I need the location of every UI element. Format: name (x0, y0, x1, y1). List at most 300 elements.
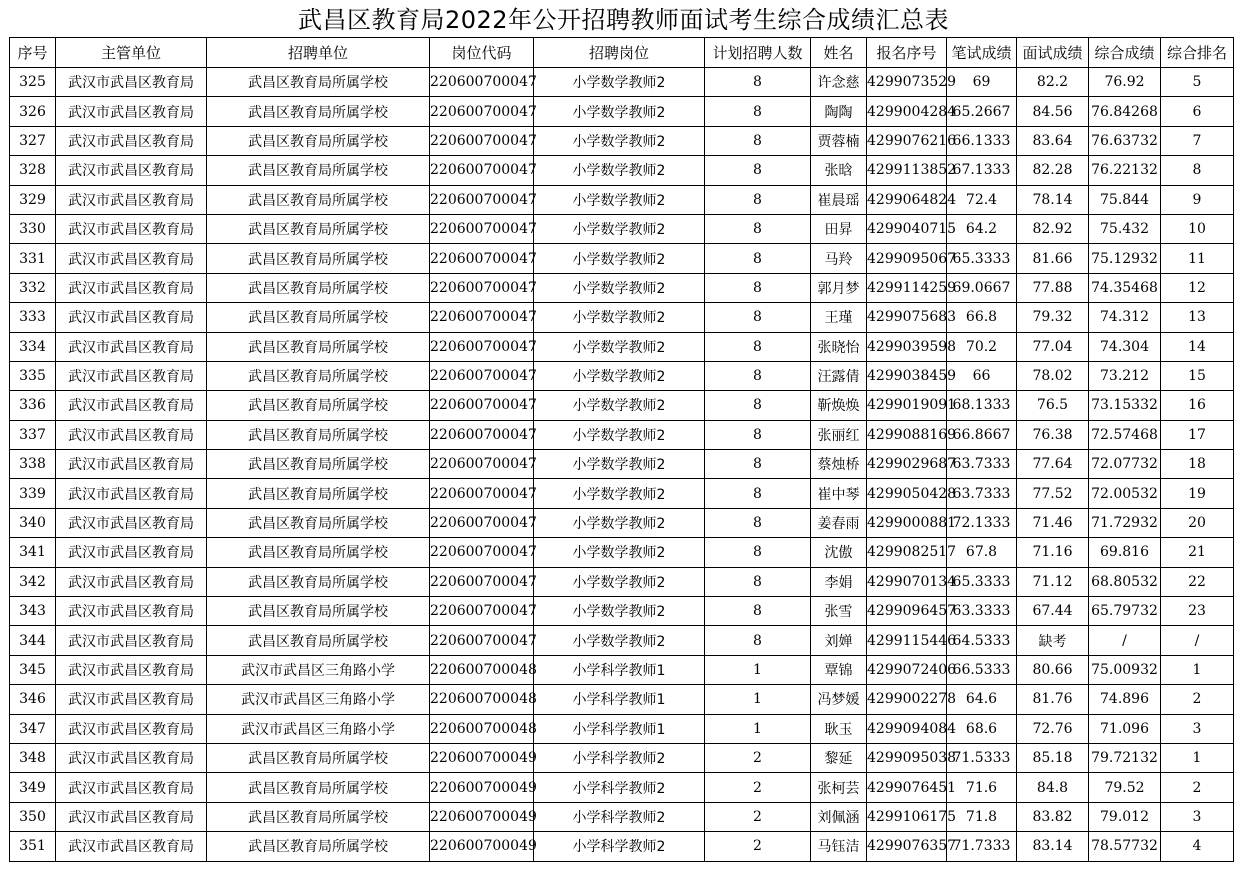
planned-count-cell: 8 (705, 567, 811, 596)
post-cell: 小学数学教师2 (534, 273, 705, 302)
table-row (10, 303, 1234, 332)
post-cell: 小学科学教师1 (534, 655, 705, 684)
post-code-cell: 220600700047 (430, 361, 534, 390)
planned-count-cell: 8 (705, 214, 811, 243)
supervisor-cell: 武汉市武昌区教育局 (56, 685, 207, 714)
seq-cell: 335 (10, 361, 56, 390)
post-cell: 小学数学教师2 (534, 479, 705, 508)
name-cell: 崔中琴 (811, 479, 867, 508)
interview-score-cell: 77.64 (1017, 450, 1089, 479)
post-cell: 小学数学教师2 (534, 214, 705, 243)
total-score-cell: 79.52 (1089, 773, 1161, 802)
rank-cell: 13 (1161, 303, 1234, 332)
name-cell: 蔡烛桥 (811, 450, 867, 479)
post-cell: 小学数学教师2 (534, 450, 705, 479)
total-score-cell: 75.00932 (1089, 655, 1161, 684)
planned-count-cell: 8 (705, 538, 811, 567)
employer-cell: 武昌区教育局所属学校 (207, 479, 430, 508)
table-row (10, 538, 1234, 567)
name-cell: 张晗 (811, 156, 867, 185)
rank-cell: 5 (1161, 68, 1234, 97)
seq-cell: 332 (10, 273, 56, 302)
total-score-cell: 73.15332 (1089, 391, 1161, 420)
total-score-cell: 78.57732 (1089, 832, 1161, 861)
supervisor-cell: 武汉市武昌区教育局 (56, 450, 207, 479)
reg-no-cell: 4299114259 (867, 273, 947, 302)
name-cell: 贾蓉楠 (811, 126, 867, 155)
name-cell: 陶陶 (811, 97, 867, 126)
name-cell: 张雪 (811, 597, 867, 626)
rank-cell: 3 (1161, 802, 1234, 831)
name-cell: 姜春雨 (811, 508, 867, 537)
employer-cell: 武汉市武昌区三角路小学 (207, 714, 430, 743)
post-code-cell: 220600700048 (430, 714, 534, 743)
reg-no-cell: 4299064824 (867, 185, 947, 214)
seq-cell: 336 (10, 391, 56, 420)
written-score-cell: 69 (947, 68, 1017, 97)
col-total-score-header: 综合成绩 (1089, 38, 1161, 68)
employer-cell: 武昌区教育局所属学校 (207, 538, 430, 567)
planned-count-cell: 8 (705, 508, 811, 537)
score-table (9, 37, 1234, 862)
post-cell: 小学数学教师2 (534, 126, 705, 155)
name-cell: 沈傲 (811, 538, 867, 567)
name-cell: 马钰洁 (811, 832, 867, 861)
rank-cell: 9 (1161, 185, 1234, 214)
seq-cell: 330 (10, 214, 56, 243)
seq-cell: 338 (10, 450, 56, 479)
post-cell: 小学数学教师2 (534, 391, 705, 420)
post-code-cell: 220600700047 (430, 597, 534, 626)
table-row (10, 185, 1234, 214)
table-row (10, 832, 1234, 861)
supervisor-cell: 武汉市武昌区教育局 (56, 68, 207, 97)
post-cell: 小学数学教师2 (534, 361, 705, 390)
table-row (10, 361, 1234, 390)
employer-cell: 武昌区教育局所属学校 (207, 185, 430, 214)
post-code-cell: 220600700049 (430, 832, 534, 861)
total-score-cell: / (1089, 626, 1161, 655)
reg-no-cell: 4299040715 (867, 214, 947, 243)
supervisor-cell: 武汉市武昌区教育局 (56, 538, 207, 567)
supervisor-cell: 武汉市武昌区教育局 (56, 420, 207, 449)
seq-cell: 348 (10, 743, 56, 772)
planned-count-cell: 8 (705, 332, 811, 361)
written-score-cell: 63.3333 (947, 597, 1017, 626)
planned-count-cell: 8 (705, 479, 811, 508)
header-row (10, 38, 1234, 68)
col-reg-no-header: 报名序号 (867, 38, 947, 68)
post-cell: 小学科学教师2 (534, 743, 705, 772)
total-score-cell: 76.92 (1089, 68, 1161, 97)
col-written-score-header: 笔试成绩 (947, 38, 1017, 68)
interview-score-cell: 71.16 (1017, 538, 1089, 567)
interview-score-cell: 81.66 (1017, 244, 1089, 273)
written-score-cell: 63.7333 (947, 450, 1017, 479)
total-score-cell: 76.22132 (1089, 156, 1161, 185)
rank-cell: 16 (1161, 391, 1234, 420)
total-score-cell: 74.896 (1089, 685, 1161, 714)
planned-count-cell: 2 (705, 773, 811, 802)
post-code-cell: 220600700047 (430, 303, 534, 332)
post-cell: 小学数学教师2 (534, 303, 705, 332)
written-score-cell: 72.1333 (947, 508, 1017, 537)
employer-cell: 武汉市武昌区三角路小学 (207, 655, 430, 684)
reg-no-cell: 4299115446 (867, 626, 947, 655)
planned-count-cell: 8 (705, 626, 811, 655)
reg-no-cell: 4299113852 (867, 156, 947, 185)
reg-no-cell: 4299038459 (867, 361, 947, 390)
planned-count-cell: 8 (705, 156, 811, 185)
table-row (10, 685, 1234, 714)
written-score-cell: 67.8 (947, 538, 1017, 567)
name-cell: 覃锦 (811, 655, 867, 684)
employer-cell: 武昌区教育局所属学校 (207, 832, 430, 861)
table-row (10, 332, 1234, 361)
rank-cell: / (1161, 626, 1234, 655)
interview-score-cell: 72.76 (1017, 714, 1089, 743)
name-cell: 许念慈 (811, 68, 867, 97)
written-score-cell: 68.6 (947, 714, 1017, 743)
seq-cell: 349 (10, 773, 56, 802)
total-score-cell: 74.312 (1089, 303, 1161, 332)
post-code-cell: 220600700047 (430, 68, 534, 97)
employer-cell: 武昌区教育局所属学校 (207, 126, 430, 155)
planned-count-cell: 8 (705, 273, 811, 302)
written-score-cell: 64.5333 (947, 626, 1017, 655)
planned-count-cell: 8 (705, 244, 811, 273)
name-cell: 张丽红 (811, 420, 867, 449)
rank-cell: 20 (1161, 508, 1234, 537)
total-score-cell: 72.07732 (1089, 450, 1161, 479)
interview-score-cell: 85.18 (1017, 743, 1089, 772)
planned-count-cell: 2 (705, 743, 811, 772)
rank-cell: 11 (1161, 244, 1234, 273)
seq-cell: 343 (10, 597, 56, 626)
reg-no-cell: 4299106175 (867, 802, 947, 831)
name-cell: 王瑾 (811, 303, 867, 332)
post-code-cell: 220600700047 (430, 244, 534, 273)
rank-cell: 1 (1161, 655, 1234, 684)
written-score-cell: 66.8 (947, 303, 1017, 332)
col-interview-score-header: 面试成绩 (1017, 38, 1089, 68)
reg-no-cell: 4299076357 (867, 832, 947, 861)
seq-cell: 340 (10, 508, 56, 537)
supervisor-cell: 武汉市武昌区教育局 (56, 185, 207, 214)
rank-cell: 23 (1161, 597, 1234, 626)
written-score-cell: 71.6 (947, 773, 1017, 802)
seq-cell: 334 (10, 332, 56, 361)
planned-count-cell: 8 (705, 185, 811, 214)
name-cell: 冯梦媛 (811, 685, 867, 714)
supervisor-cell: 武汉市武昌区教育局 (56, 479, 207, 508)
seq-cell: 342 (10, 567, 56, 596)
post-code-cell: 220600700049 (430, 743, 534, 772)
name-cell: 李娟 (811, 567, 867, 596)
seq-cell: 341 (10, 538, 56, 567)
reg-no-cell: 4299095038 (867, 743, 947, 772)
rank-cell: 1 (1161, 743, 1234, 772)
post-code-cell: 220600700047 (430, 332, 534, 361)
post-code-cell: 220600700047 (430, 214, 534, 243)
post-cell: 小学数学教师2 (534, 508, 705, 537)
rank-cell: 14 (1161, 332, 1234, 361)
post-code-cell: 220600700049 (430, 773, 534, 802)
reg-no-cell: 4299088169 (867, 420, 947, 449)
supervisor-cell: 武汉市武昌区教育局 (56, 773, 207, 802)
interview-score-cell: 67.44 (1017, 597, 1089, 626)
post-cell: 小学科学教师2 (534, 832, 705, 861)
interview-score-cell: 81.76 (1017, 685, 1089, 714)
table-row (10, 802, 1234, 831)
reg-no-cell: 4299004284 (867, 97, 947, 126)
supervisor-cell: 武汉市武昌区教育局 (56, 714, 207, 743)
table-row (10, 450, 1234, 479)
post-cell: 小学数学教师2 (534, 97, 705, 126)
supervisor-cell: 武汉市武昌区教育局 (56, 244, 207, 273)
total-score-cell: 68.80532 (1089, 567, 1161, 596)
planned-count-cell: 8 (705, 68, 811, 97)
written-score-cell: 65.3333 (947, 567, 1017, 596)
seq-cell: 345 (10, 655, 56, 684)
post-cell: 小学数学教师2 (534, 567, 705, 596)
interview-score-cell: 83.82 (1017, 802, 1089, 831)
seq-cell: 337 (10, 420, 56, 449)
planned-count-cell: 8 (705, 361, 811, 390)
supervisor-cell: 武汉市武昌区教育局 (56, 156, 207, 185)
employer-cell: 武昌区教育局所属学校 (207, 214, 430, 243)
seq-cell: 333 (10, 303, 56, 332)
employer-cell: 武昌区教育局所属学校 (207, 332, 430, 361)
post-code-cell: 220600700047 (430, 126, 534, 155)
seq-cell: 328 (10, 156, 56, 185)
reg-no-cell: 4299029687 (867, 450, 947, 479)
planned-count-cell: 8 (705, 597, 811, 626)
table-row (10, 597, 1234, 626)
interview-score-cell: 71.12 (1017, 567, 1089, 596)
seq-cell: 339 (10, 479, 56, 508)
col-seq-header: 序号 (10, 38, 56, 68)
employer-cell: 武昌区教育局所属学校 (207, 567, 430, 596)
written-score-cell: 64.2 (947, 214, 1017, 243)
supervisor-cell: 武汉市武昌区教育局 (56, 126, 207, 155)
reg-no-cell: 4299076216 (867, 126, 947, 155)
total-score-cell: 79.012 (1089, 802, 1161, 831)
total-score-cell: 65.79732 (1089, 597, 1161, 626)
total-score-cell: 71.096 (1089, 714, 1161, 743)
rank-cell: 18 (1161, 450, 1234, 479)
post-code-cell: 220600700047 (430, 97, 534, 126)
planned-count-cell: 1 (705, 685, 811, 714)
col-name-header: 姓名 (811, 38, 867, 68)
name-cell: 耿玉 (811, 714, 867, 743)
interview-score-cell: 77.04 (1017, 332, 1089, 361)
seq-cell: 331 (10, 244, 56, 273)
rank-cell: 3 (1161, 714, 1234, 743)
post-cell: 小学数学教师2 (534, 332, 705, 361)
planned-count-cell: 2 (705, 802, 811, 831)
interview-score-cell: 77.88 (1017, 273, 1089, 302)
rank-cell: 8 (1161, 156, 1234, 185)
post-cell: 小学数学教师2 (534, 185, 705, 214)
total-score-cell: 76.63732 (1089, 126, 1161, 155)
employer-cell: 武昌区教育局所属学校 (207, 597, 430, 626)
seq-cell: 347 (10, 714, 56, 743)
interview-score-cell: 82.28 (1017, 156, 1089, 185)
reg-no-cell: 4299095067 (867, 244, 947, 273)
table-row (10, 714, 1234, 743)
total-score-cell: 74.304 (1089, 332, 1161, 361)
reg-no-cell: 4299002278 (867, 685, 947, 714)
employer-cell: 武昌区教育局所属学校 (207, 97, 430, 126)
planned-count-cell: 8 (705, 450, 811, 479)
employer-cell: 武昌区教育局所属学校 (207, 361, 430, 390)
post-cell: 小学科学教师1 (534, 714, 705, 743)
supervisor-cell: 武汉市武昌区教育局 (56, 332, 207, 361)
total-score-cell: 72.57468 (1089, 420, 1161, 449)
supervisor-cell: 武汉市武昌区教育局 (56, 743, 207, 772)
planned-count-cell: 8 (705, 420, 811, 449)
interview-score-cell: 76.38 (1017, 420, 1089, 449)
reg-no-cell: 4299039598 (867, 332, 947, 361)
planned-count-cell: 2 (705, 832, 811, 861)
col-post-code-header: 岗位代码 (430, 38, 534, 68)
employer-cell: 武昌区教育局所属学校 (207, 244, 430, 273)
supervisor-cell: 武汉市武昌区教育局 (56, 273, 207, 302)
post-cell: 小学数学教师2 (534, 597, 705, 626)
total-score-cell: 75.432 (1089, 214, 1161, 243)
post-cell: 小学科学教师1 (534, 685, 705, 714)
written-score-cell: 71.7333 (947, 832, 1017, 861)
written-score-cell: 65.2667 (947, 97, 1017, 126)
written-score-cell: 66.8667 (947, 420, 1017, 449)
rank-cell: 17 (1161, 420, 1234, 449)
table-row (10, 773, 1234, 802)
total-score-cell: 74.35468 (1089, 273, 1161, 302)
table-row (10, 391, 1234, 420)
interview-score-cell: 缺考 (1017, 626, 1089, 655)
interview-score-cell: 83.64 (1017, 126, 1089, 155)
rank-cell: 2 (1161, 685, 1234, 714)
supervisor-cell: 武汉市武昌区教育局 (56, 597, 207, 626)
supervisor-cell: 武汉市武昌区教育局 (56, 361, 207, 390)
rank-cell: 2 (1161, 773, 1234, 802)
total-score-cell: 76.84268 (1089, 97, 1161, 126)
name-cell: 马羚 (811, 244, 867, 273)
employer-cell: 武昌区教育局所属学校 (207, 273, 430, 302)
interview-score-cell: 83.14 (1017, 832, 1089, 861)
employer-cell: 武昌区教育局所属学校 (207, 802, 430, 831)
interview-score-cell: 78.02 (1017, 361, 1089, 390)
rank-cell: 15 (1161, 361, 1234, 390)
name-cell: 张柯芸 (811, 773, 867, 802)
reg-no-cell: 4299076451 (867, 773, 947, 802)
post-code-cell: 220600700047 (430, 185, 534, 214)
col-planned-count-header: 计划招聘人数 (705, 38, 811, 68)
interview-score-cell: 82.2 (1017, 68, 1089, 97)
post-code-cell: 220600700047 (430, 538, 534, 567)
interview-score-cell: 71.46 (1017, 508, 1089, 537)
table-row (10, 508, 1234, 537)
page-title: 武昌区教育局2022年公开招聘教师面试考生综合成绩汇总表 (297, 6, 950, 34)
planned-count-cell: 8 (705, 97, 811, 126)
supervisor-cell: 武汉市武昌区教育局 (56, 97, 207, 126)
reg-no-cell: 4299050428 (867, 479, 947, 508)
total-score-cell: 72.00532 (1089, 479, 1161, 508)
col-supervisor-header: 主管单位 (56, 38, 207, 68)
interview-score-cell: 76.5 (1017, 391, 1089, 420)
table-row (10, 156, 1234, 185)
written-score-cell: 72.4 (947, 185, 1017, 214)
employer-cell: 武昌区教育局所属学校 (207, 68, 430, 97)
rank-cell: 21 (1161, 538, 1234, 567)
rank-cell: 7 (1161, 126, 1234, 155)
supervisor-cell: 武汉市武昌区教育局 (56, 626, 207, 655)
employer-cell: 武昌区教育局所属学校 (207, 156, 430, 185)
post-code-cell: 220600700047 (430, 479, 534, 508)
reg-no-cell: 4299075683 (867, 303, 947, 332)
post-cell: 小学数学教师2 (534, 626, 705, 655)
rank-cell: 12 (1161, 273, 1234, 302)
written-score-cell: 66 (947, 361, 1017, 390)
post-code-cell: 220600700047 (430, 391, 534, 420)
supervisor-cell: 武汉市武昌区教育局 (56, 214, 207, 243)
employer-cell: 武昌区教育局所属学校 (207, 303, 430, 332)
written-score-cell: 63.7333 (947, 479, 1017, 508)
written-score-cell: 66.5333 (947, 655, 1017, 684)
table-row (10, 743, 1234, 772)
planned-count-cell: 8 (705, 391, 811, 420)
total-score-cell: 75.844 (1089, 185, 1161, 214)
table-row (10, 273, 1234, 302)
supervisor-cell: 武汉市武昌区教育局 (56, 303, 207, 332)
seq-cell: 327 (10, 126, 56, 155)
post-code-cell: 220600700047 (430, 450, 534, 479)
reg-no-cell: 4299019091 (867, 391, 947, 420)
rank-cell: 19 (1161, 479, 1234, 508)
reg-no-cell: 4299096457 (867, 597, 947, 626)
col-rank-header: 综合排名 (1161, 38, 1234, 68)
rank-cell: 6 (1161, 97, 1234, 126)
name-cell: 汪露倩 (811, 361, 867, 390)
post-code-cell: 220600700047 (430, 508, 534, 537)
post-code-cell: 220600700049 (430, 802, 534, 831)
written-score-cell: 71.8 (947, 802, 1017, 831)
total-score-cell: 71.72932 (1089, 508, 1161, 537)
rank-cell: 4 (1161, 832, 1234, 861)
post-cell: 小学科学教师2 (534, 773, 705, 802)
interview-score-cell: 78.14 (1017, 185, 1089, 214)
table-row (10, 479, 1234, 508)
name-cell: 靳焕焕 (811, 391, 867, 420)
post-code-cell: 220600700047 (430, 156, 534, 185)
reg-no-cell: 4299072406 (867, 655, 947, 684)
written-score-cell: 68.1333 (947, 391, 1017, 420)
employer-cell: 武昌区教育局所属学校 (207, 743, 430, 772)
interview-score-cell: 79.32 (1017, 303, 1089, 332)
post-code-cell: 220600700048 (430, 685, 534, 714)
post-cell: 小学数学教师2 (534, 420, 705, 449)
written-score-cell: 64.6 (947, 685, 1017, 714)
employer-cell: 武昌区教育局所属学校 (207, 626, 430, 655)
table-row (10, 626, 1234, 655)
table-row (10, 214, 1234, 243)
supervisor-cell: 武汉市武昌区教育局 (56, 567, 207, 596)
supervisor-cell: 武汉市武昌区教育局 (56, 802, 207, 831)
name-cell: 刘佩涵 (811, 802, 867, 831)
interview-score-cell: 80.66 (1017, 655, 1089, 684)
post-cell: 小学数学教师2 (534, 244, 705, 273)
